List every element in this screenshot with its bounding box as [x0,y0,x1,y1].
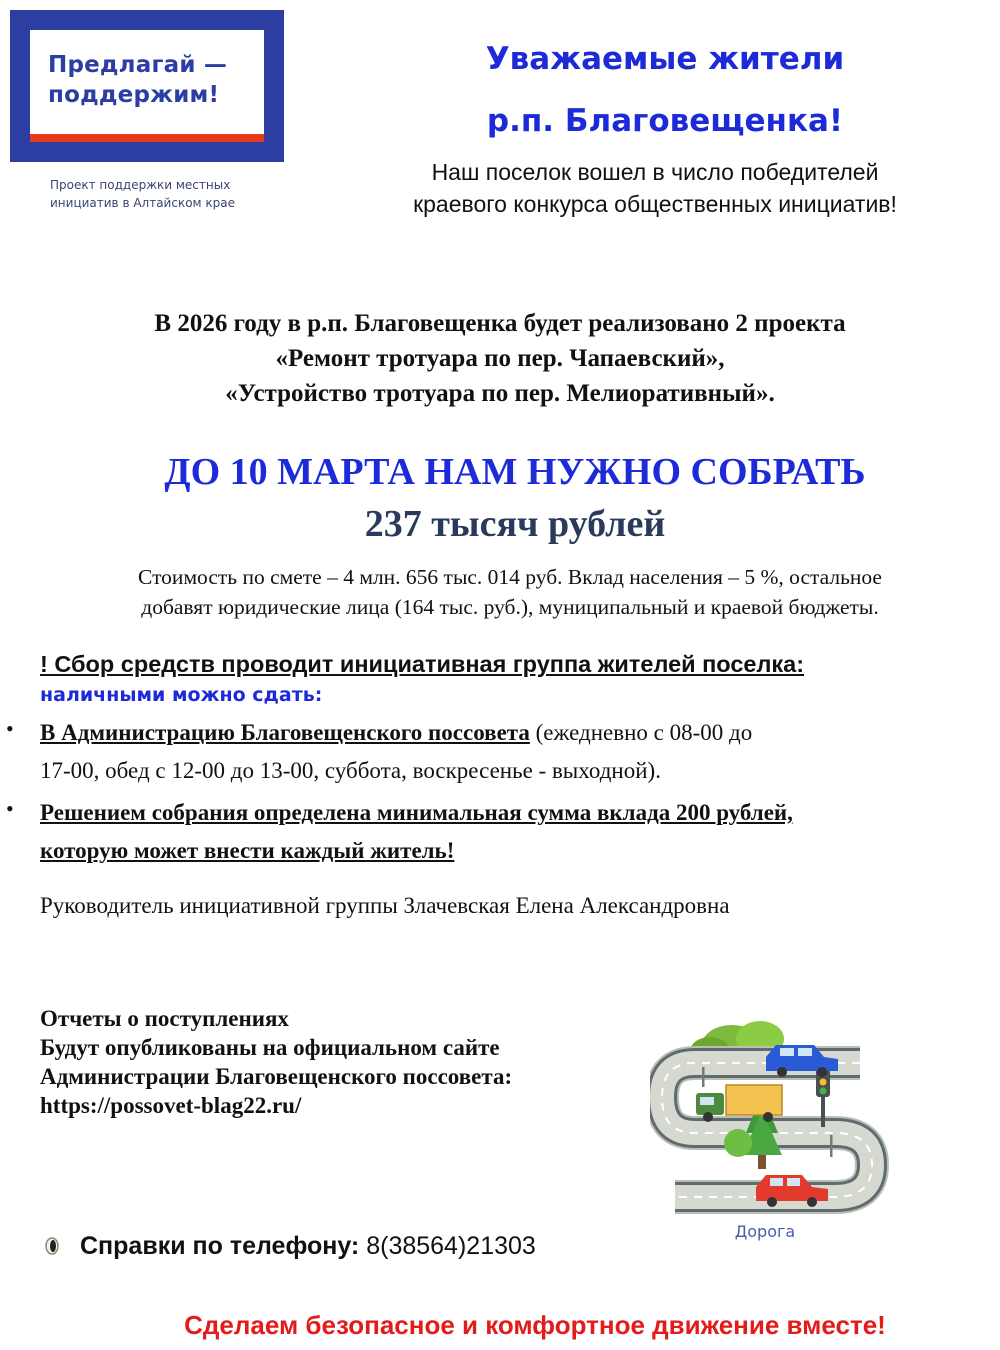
reports-line-3: Администрации Благовещенского поссовета: [40,1064,513,1089]
list-item [40,794,1000,870]
cost-paragraph [30,562,990,622]
phone-icon [44,1236,60,1256]
working-hours: (ежедневно с 08-00 до [529,720,753,745]
logo-caption-line-2: инициатив в Алтайском крае [50,196,236,210]
road-icon [650,1015,890,1225]
cost-line-1: Стоимость по смете – 4 млн. 656 тыс. 014 руб. Вклад населения – 5 %, остальное [138,565,882,589]
cash-label: наличными можно сдать: [40,684,323,706]
reports-line-1: Отчеты о поступлениях [40,1006,289,1031]
logo-caption [50,176,280,212]
logo-inner [30,30,264,142]
winner-announcement [330,156,980,220]
phone-number[interactable]: 8(38564)21303 [359,1232,536,1260]
list-item [40,714,990,790]
bullet-icon: • [6,796,14,821]
goal-amount: 237 тысяч рублей [364,503,666,545]
goal-heading: ДО 10 МАРТА НАМ НУЖНО СОБРАТЬ [164,451,866,493]
logo-line-1: Предлагай — [48,52,228,78]
logo-caption-line-1: Проект поддержки местных [50,178,231,192]
phone-line [80,1229,680,1263]
greeting-line-2: р.п. Благовещенка! [486,103,844,139]
greeting-heading [345,28,985,152]
group-leader: Руководитель инициативной группы Злачевская Елена Александровна [40,893,730,918]
logo [10,10,284,162]
list-item-line-1: Решением собрания определена минимальная сумма вклада 200 рублей, [40,800,793,825]
slogan: Сделаем безопасное и комфортное движение вместе! [184,1310,886,1340]
list-item-line-2: которую может внести каждый житель! [40,838,455,863]
cost-line-2: добавят юридические лица (164 тыс. руб.), муниципальный и краевой бюджеты. [141,595,879,619]
collection-title: ! Сбор средств проводит инициативная группа жителей поселка: [40,651,805,677]
winner-line-2: краевого конкурса общественных инициатив! [413,191,897,217]
phone-label: Справки по телефону: [80,1232,360,1260]
reports-line-2: Будут опубликованы на официальном сайте [40,1035,500,1060]
reports-paragraph [40,1004,660,1120]
projects-paragraph [0,306,1000,411]
greeting-line-1: Уважаемые жители [485,41,845,77]
road-caption: Дорога [734,1222,796,1241]
list-item-line-2: 17-00, обед с 12-00 до 13-00, суббота, воскресенье - выходной). [40,758,661,783]
administration-name: В Администрацию Благовещенского поссовета [40,720,530,745]
projects-line-3: «Устройство тротуара по пер. Мелиоративный». [225,380,775,407]
list-item-line-1 [40,714,990,752]
projects-line-1: В 2026 году в р.п. Благовещенка будет реализовано 2 проекта [154,310,846,337]
winner-line-1: Наш поселок вошел в число победителей [431,159,879,185]
logo-line-2: поддержим! [48,82,220,108]
website-link[interactable]: https://possovet-blag22.ru/ [40,1093,302,1118]
projects-line-2: «Ремонт тротуара по пер. Чапаевский», [275,345,725,372]
logo-text [48,50,227,110]
bullet-icon: • [6,716,14,741]
